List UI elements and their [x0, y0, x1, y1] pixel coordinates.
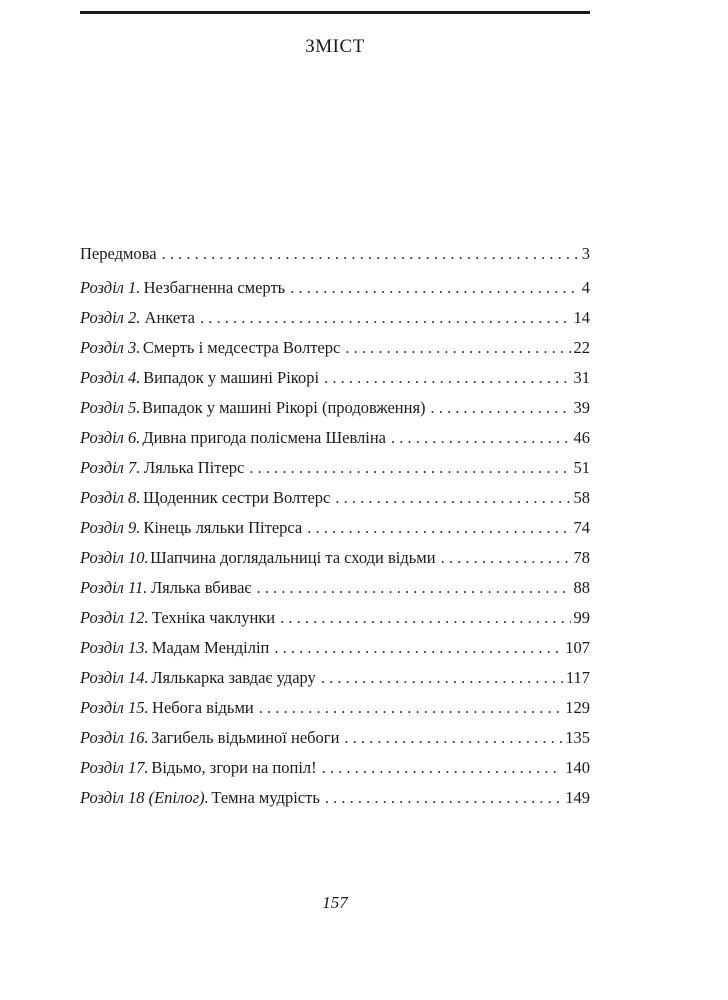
toc-page-number: 140	[565, 758, 590, 778]
dot-leader	[391, 428, 570, 448]
dot-leader	[259, 698, 563, 718]
toc-entry-title: Кінець ляльки Пітерса	[143, 517, 303, 537]
dot-leader	[162, 244, 579, 264]
dot-leader	[321, 668, 563, 688]
toc-row	[80, 578, 590, 608]
toc-chapter-label: Розділ 15.	[80, 698, 149, 718]
toc-chapter-label: Розділ 10.	[80, 547, 149, 567]
toc-chapter-label: Розділ 8.	[80, 487, 141, 507]
toc-entry-title: Щоденник сестри Волтерс	[143, 487, 331, 507]
dot-leader	[335, 488, 570, 508]
toc-entry-title: Загибель відьминої небоги	[151, 728, 340, 748]
toc-entry-title: Випадок у машині Рікорі (продовження)	[141, 397, 426, 417]
toc-chapter-label: Розділ 4.	[80, 367, 141, 387]
toc-page-number: 129	[565, 698, 590, 718]
toc-chapter-label: Розділ 16.	[80, 728, 149, 748]
toc-page-number: 99	[573, 608, 590, 628]
toc-entry-title: Мадам Менділіп	[151, 638, 270, 658]
toc-chapter-label: Розділ 9.	[80, 517, 141, 537]
toc-row	[80, 638, 590, 668]
toc-row	[80, 458, 590, 488]
toc-entry-title: Шапчина доглядальниці та сходи відьми	[150, 547, 436, 567]
dot-leader	[324, 368, 570, 388]
toc-page-number: 117	[565, 668, 590, 688]
dot-leader	[280, 608, 570, 628]
toc-entries	[80, 278, 590, 819]
toc-chapter-label: Розділ 1.	[80, 277, 141, 297]
toc-chapter-label: Розділ 11.	[80, 577, 148, 597]
dot-leader	[307, 518, 570, 538]
toc-row	[80, 788, 590, 818]
toc-page-number: 78	[573, 547, 590, 567]
toc-row	[80, 728, 590, 758]
toc-row	[80, 428, 590, 458]
dot-leader	[325, 788, 562, 808]
page-number: 157	[322, 893, 348, 912]
toc-chapter-label: Розділ 2.	[80, 307, 141, 327]
table-of-contents	[80, 244, 590, 818]
toc-chapter-label: Розділ 3.	[80, 337, 141, 357]
dot-leader	[441, 548, 571, 568]
toc-entry-title: Дивна пригода полісмена Шевліна	[142, 427, 387, 447]
toc-page-number: 135	[565, 728, 590, 748]
dot-leader	[256, 578, 570, 598]
toc-page-number: 22	[573, 337, 590, 357]
toc-chapter-label: Розділ 7.	[80, 457, 141, 477]
dot-leader	[290, 278, 579, 298]
toc-entry-title: Темна мудрість	[211, 788, 320, 808]
toc-page-number: 46	[573, 427, 590, 447]
toc-entry-title: Лялькарка завдає удару	[151, 668, 316, 688]
toc-page-number: 149	[565, 788, 590, 808]
toc-page-number: 4	[581, 277, 590, 297]
dot-leader	[249, 458, 570, 478]
toc-row-preface	[80, 244, 590, 278]
toc-entry-title: Лялька вбиває	[150, 577, 252, 597]
toc-chapter-label: Розділ 18 (Епілог).	[80, 788, 209, 808]
toc-entry-title: Небога відьми	[152, 698, 254, 718]
toc-entry-title: Випадок у машині Рікорі	[143, 367, 320, 387]
toc-entry-title: Передмова	[80, 244, 157, 263]
toc-chapter-label: Розділ 13.	[80, 638, 149, 658]
toc-row	[80, 548, 590, 578]
toc-entry-title: Відьмо, згори на попіл!	[151, 758, 317, 778]
toc-chapter-label: Розділ 17.	[80, 758, 149, 778]
toc-page-number: 14	[573, 307, 590, 327]
toc-row	[80, 608, 590, 638]
toc-row	[80, 668, 590, 698]
toc-entry-title: Незбагненна смерть	[143, 277, 286, 297]
toc-chapter-label: Розділ 5.	[80, 397, 141, 417]
toc-row	[80, 278, 590, 308]
toc-entry-title: Лялька Пітерс	[144, 457, 245, 477]
toc-chapter-label: Розділ 12.	[80, 608, 149, 628]
toc-entry-title: Анкета	[144, 307, 195, 327]
toc-row	[80, 308, 590, 338]
toc-page-number: 51	[573, 457, 590, 477]
page-title: ЗМІСТ	[305, 36, 365, 57]
toc-row	[80, 518, 590, 548]
dot-leader	[322, 758, 563, 778]
dot-leader	[431, 398, 571, 418]
toc-entry-title: Смерть і медсестра Волтерс	[142, 337, 341, 357]
dot-leader	[345, 338, 570, 358]
toc-chapter-label: Розділ 6.	[80, 427, 141, 447]
toc-page-number: 74	[573, 517, 590, 537]
toc-row	[80, 488, 590, 518]
toc-page-number: 88	[573, 577, 590, 597]
toc-page-number: 39	[573, 397, 590, 417]
toc-row	[80, 398, 590, 428]
toc-page-number: 107	[565, 638, 590, 658]
toc-row	[80, 698, 590, 728]
top-rule	[80, 11, 590, 14]
dot-leader	[200, 308, 571, 328]
dot-leader	[274, 638, 562, 658]
toc-row	[80, 368, 590, 398]
toc-chapter-label: Розділ 14.	[80, 668, 149, 688]
toc-page-number: 58	[573, 487, 590, 507]
dot-leader	[344, 728, 562, 748]
toc-entry-title: Техніка чаклунки	[151, 608, 276, 628]
toc-row	[80, 758, 590, 788]
toc-page-number: 31	[573, 367, 590, 387]
toc-row	[80, 338, 590, 368]
toc-page-number: 3	[581, 244, 590, 263]
